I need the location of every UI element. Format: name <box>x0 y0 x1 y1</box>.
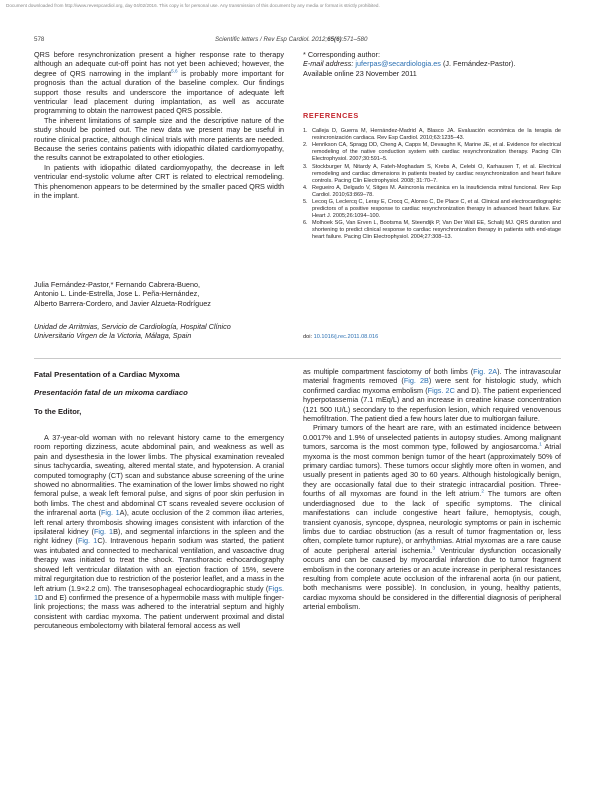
available-online: Available online 23 November 2011 <box>303 68 417 78</box>
citation-ref[interactable]: 1 <box>539 441 542 447</box>
author-line: Alberto Barrera-Cordero, and Javier Alzueta-Rodríguez <box>34 298 211 308</box>
letter2-header <box>34 370 284 416</box>
letter-spanish-title: Presentación fatal de un mixoma cardiaco <box>34 388 188 398</box>
author-list <box>34 280 284 308</box>
email-line: E-mail address: juferpas@secardiologia.es (J. Fernández-Pastor). <box>303 59 516 69</box>
reference-item: 3. Stockburger M, Nitardy A, Fateh-Moghadam S, Krebs A, Celebi O, Karhausen T, et al. Electrical remodeling and cardiac dimensions in patients treated by cardiac resynchronization and heart failure controls. Pacing Clin Electrophysiol. 2008; 31:70–7. <box>303 163 561 184</box>
doi-link[interactable]: 10.1016/j.rec.2011.08.016 <box>313 334 379 340</box>
figure-link[interactable]: Fig. 2B <box>403 376 429 386</box>
email-label: E-mail address: <box>303 59 354 69</box>
reference-item: 2. Henrikson CA, Spragg DD, Cheng A, Capps M, Devaughn K, Marine JE, et al. Evidence for electrical remodeling of the native conduction system with cardiac resynchronization therapy. Pacing Clin Electrophysiol. 2007;30:591–5. <box>303 142 561 163</box>
letter-title: Fatal Presentation of a Cardiac Myxoma <box>34 370 180 379</box>
letter2-right-column <box>303 367 561 612</box>
letter1-paragraph-3: In patients with idiopathic dilated cardiomyopathy, the decrease in left ventricular end-systolic volume after CRT is related to electrical remodeling. This phenomenon appears to be determined by the smaller paced QRS width in the implant. <box>34 162 284 201</box>
correspondence-block <box>303 50 561 78</box>
figure-link[interactable]: Fig. 1 <box>100 508 120 518</box>
letter2-paragraph-1-continued: as multiple compartment fasciotomy of both limbs (Fig. 2A). The intravascular material fragments removed (Fig. 2B) were sent for histologic study, which confirmed cardiac myxoma embolism (Figs. 2C and D). The patient experienced hyperpotassemia (7.1 mEq/L) and an increase in creatine kinase concentration (121 500 IU/L) secondary to the reperfusion lesion, which required venovenous hemofiltration. The patient died a few hours later due to multiorgan failure. <box>303 367 562 424</box>
doi-label: doi: <box>303 334 313 340</box>
page-number: 578 <box>34 36 45 43</box>
author-line: Julia Fernández-Pastor,* Fernando Cabrera-Bueno, <box>34 280 201 289</box>
salutation: To the Editor, <box>34 406 82 416</box>
letter2-paragraph-2: Primary tumors of the heart are rare, with an estimated incidence between 0.0017% and 1.9% of unselected patients in autopsy studies. Among malignant tumors, sarcoma is the most common type, followed by angiosarcoma.$^1$ Atrial myxoma is the most common benign tumor of the heart (approximately 50% of primary cardiac tumors). These tumors occur slightly more often in women, and usually present in patients aged 30 to 60 years. Although histologically benign, they are occasionally fatal due to their strategic intracardial position. Three-fourths of all myxomas are found in the left atrium.$^2$ The tumors are often underdiagnosed due to the lack of specific symptoms. The clinical manifestations can include congestive heart failure, hemoptysis, cough, transient cyanosis, syncope, dyspnea, neurologic symptoms or pain in ischemic limbs due to cardiac obstruction (as a result of tumor fragmentation or, less often, complete tumor rupture), or arrhythmias. Atrial myxomas are a rare cause of acute peripheral arterial ischemia.$^3$ Ventricular dysfunction occasionally occurs and can be caused by myocardial infarction due to tumor fragment embolism in the coronary arteries or an acute increase in peripheral resistances resulting from complete acute occlusion of the infrarenal aorta (in our patient, both mechanisms were possible). In conclusion, in young, healthy patients, cardiac myxoma should be considered in the differential diagnosis of peripheral arterial embolism. <box>303 423 561 612</box>
citation-ref[interactable]: 2 <box>481 488 484 494</box>
references-heading: REFERENCES <box>303 111 359 120</box>
reference-item: 5. Lecoq G, Leclercq C, Leray E, Crocq C, Alonso C, De Place C, et al. Clinical and electrocardiographic predictors of a positive response to cardiac resynchronization therapy in advanced heart failure. Eur Heart J. 2005;26:1094–100. <box>303 199 561 220</box>
figure-link[interactable]: Fig. 1 <box>77 536 98 546</box>
running-title-volume: 65(6) <box>327 36 342 43</box>
letter2-left-column <box>34 433 284 631</box>
references-list <box>303 128 561 242</box>
figure-link[interactable]: Figs. 1 <box>34 583 284 602</box>
figure-link[interactable]: Fig. 1 <box>93 527 114 537</box>
running-title <box>215 36 367 43</box>
download-notice: Document downloaded from http://www.revespcardiol.org, day 04/02/2016. This copy is for personal use. Any transmission of this document by any media or format is strictly prohibited. <box>6 3 380 8</box>
affiliation-line: Unidad de Arritmias, Servicio de Cardiología, Hospital Clínico <box>34 322 231 331</box>
reference-item: 4. Regueiro A, Delgado V, Sitges M. Asincronía mecánica en la insuficiencia mitral funcional. Rev Esp Cardiol. 2010;63:869–78. <box>303 184 561 198</box>
correspondence-label: * Corresponding author: <box>303 50 380 59</box>
section-divider <box>34 358 561 359</box>
affiliation-line: Universitario Virgen de la Victoria, Málaga, Spain <box>34 331 192 341</box>
figure-link[interactable]: Fig. 2A <box>473 367 498 376</box>
doi-line <box>303 333 561 342</box>
letter1-left-column <box>34 50 284 201</box>
letter1-paragraph-2: The inherent limitations of sample size and the descriptive nature of the study should be pointed out. The new data we present may be useful in routine clinical practice, although clinical trials with more patients are needed. Because the series contains patients with idiopathic dilated cardiomyopathy, the results cannot be extrapolated to other etiologies. <box>34 115 284 163</box>
running-title-pre: Scientific letters / Rev Esp Cardiol. 2012; <box>215 36 328 43</box>
email-link[interactable]: juferpas@secardiologia.es <box>355 59 441 69</box>
figure-link[interactable]: Figs. 2C <box>427 385 455 395</box>
running-title-post: :571–580 <box>341 36 368 43</box>
author-line: Antonio L. Linde-Estrella, Jose L. Peña-Hernández, <box>34 289 200 299</box>
affiliation <box>34 322 284 341</box>
letter2-paragraph-1: A 37-year-old woman with no relevant history came to the emergency room reporting dizziness, acute abdominal pain, and weakness as well as pain and dysesthesia in the lower limbs. The physical examination revealed sinus tachycardia, sweating, altered mental state, and hypotension. A cranial computed tomography (CT) scan and substance abuse screening of the urine showed no abnormalities. The examination of the lower limbs showed no right femoral pulse, a weak left femoral pulse, and signs of poor skin perfusion in both limbs. The chest and abdominal CT scans revealed severe occlusion of the infrarenal aorta (Fig. 1A), acute occlusion of the 2 common iliac arteries, left renal artery thrombosis showing images consistent with infarction of the ipsilateral kidney (Fig. 1B), and segmental infarctions in the spleen and the right kidney (Fig. 1C). Intravenous heparin sodium was started, the patient was intubated and connected to mechanical ventilation, and vasoactive drug therapy was initiated to treat the shock. Transthoracic echocardiography showed left ventricular dilatation with an ejection fraction of 15%, severe mitral regurgitation due to restriction of the posterior leaflet, and a mass in the left atrium (1.9×2.2 cm). The transesophageal echocardiographic study (Figs. 1D and E) confirmed the presence of a hypermobile mass with multiple finger-link projections; the mass was adhered to the interatrial septum and highly consistent with cardiac myxoma. The patient underwent proximal and distal percutaneous embolectomy with bilateral femoral access as well <box>34 433 284 631</box>
reference-item: 6. Molhoek SG, Van Erven L, Bootsma M, Steendijk P, Van Der Wall EE, Schalij MJ. QRS duration and shortening to predict clinical response to cardiac resynchronization therapy in patients with end-stage heart failure. Pacing Clin Electrophysiol. 2004;27:308–13. <box>303 220 561 241</box>
citation-ref[interactable]: 3 <box>432 545 436 551</box>
reference-item: 1. Calleja D, Guerra M, Hernández-Madrid A, Blasco JA. Evaluación económica de la terapia de resincronización cardiaca. Rev Esp Cardiol. 2010;63:1235–43. <box>303 128 561 141</box>
citation-ref[interactable]: 5,6 <box>171 68 178 74</box>
letter1-paragraph-1: QRS before resynchronization present a higher response rate to therapy although an adequate cut-off point has not yet been achieved; however, the degree of QRS narrowing in the implant$^{5,6}$ is probably more important for prognosis than the actual duration of the baseline complex. Our findings support those results and underscore the importance of adequate left ventricular lead placement during implantation, as well as accurate programming to obtain the narrowest paced QRS possible. <box>34 50 284 116</box>
